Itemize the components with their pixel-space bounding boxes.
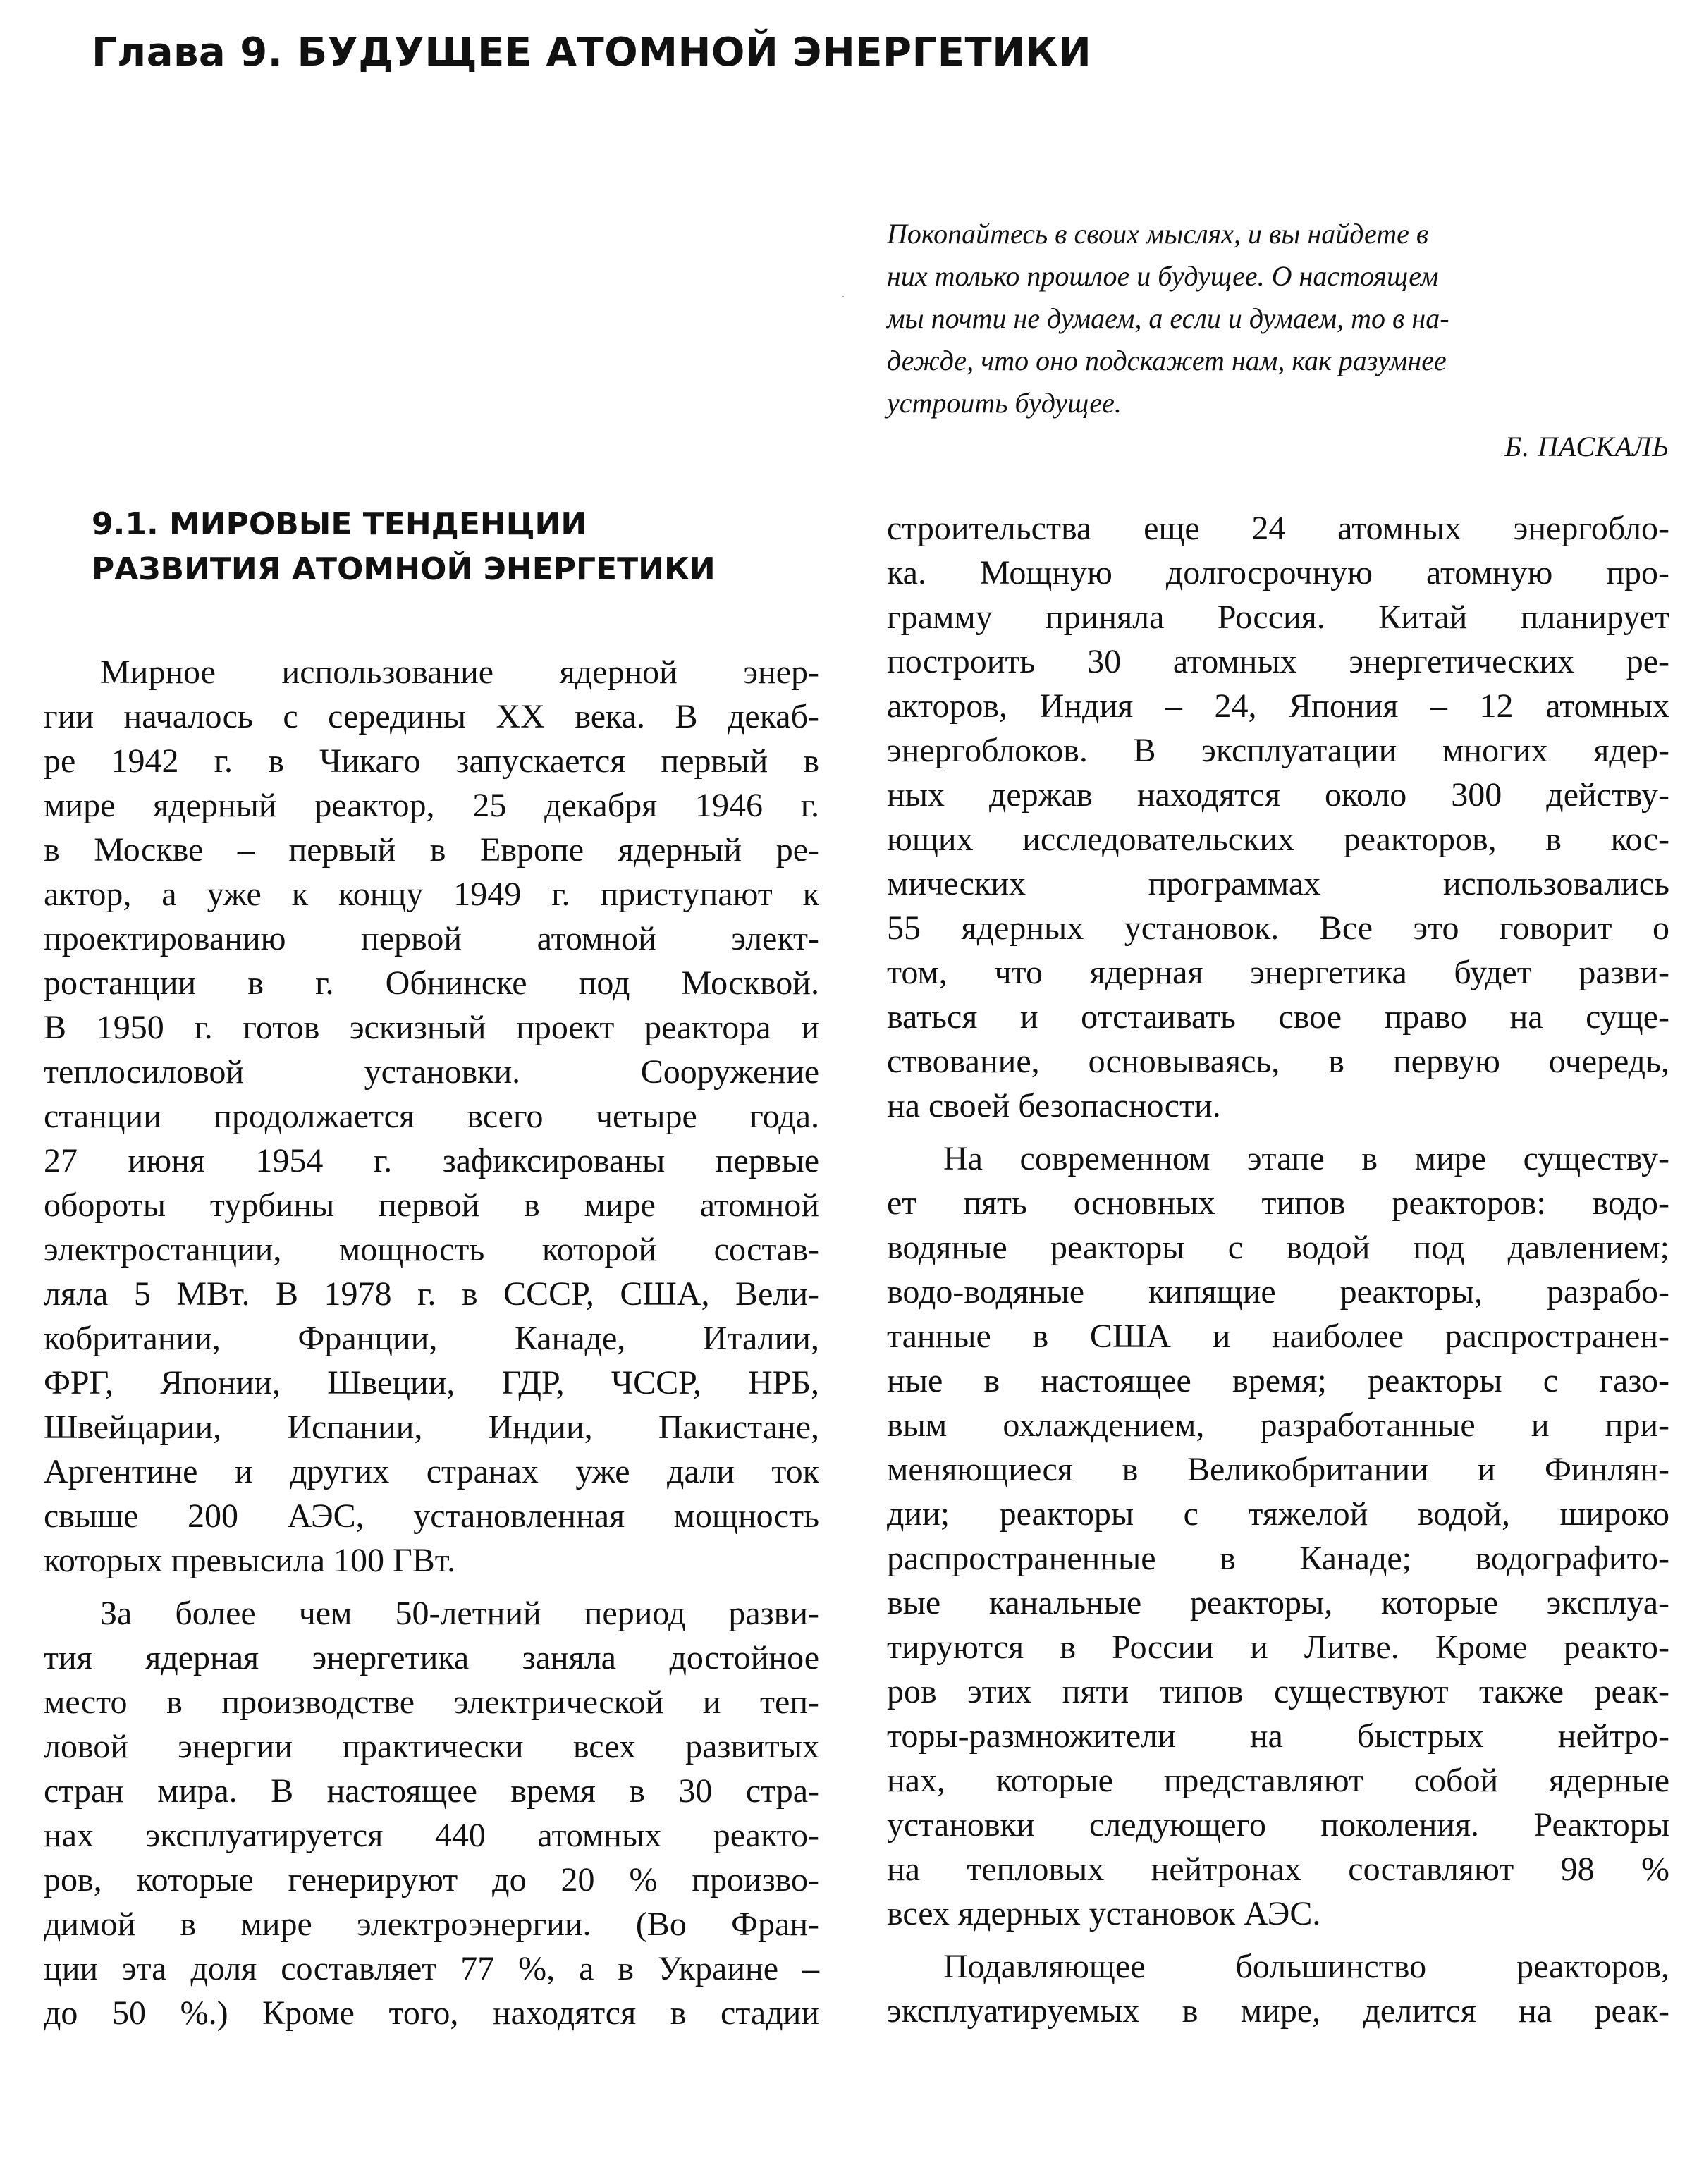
text-line: в Москве – первый в Европе ядерный ре- bbox=[44, 831, 819, 869]
text-line: Мирное использование ядерной энер- bbox=[100, 654, 819, 691]
text-line: всех ядерных установок АЭС. bbox=[887, 1895, 1321, 1932]
text-line: вым охлаждением, разработанные и при- bbox=[887, 1406, 1669, 1444]
text-line: танные в США и наиболее распространен- bbox=[887, 1318, 1669, 1355]
text-line: построить 30 атомных энергетических ре- bbox=[887, 643, 1669, 680]
paragraph bbox=[887, 506, 1669, 1128]
paragraph bbox=[887, 1136, 1669, 1936]
text-line: установки следующего поколения. Реакторы bbox=[887, 1806, 1669, 1843]
text-line: энергоблоков. В эксплуатации многих ядер- bbox=[887, 732, 1669, 769]
text-line: Швейцарии, Испании, Индии, Пакистане, bbox=[44, 1409, 819, 1446]
text-line: на тепловых нейтронах составляют 98 % bbox=[887, 1851, 1669, 1888]
chapter-title: Глава 9. БУДУЩЕЕ АТОМНОЙ ЭНЕРГЕТИКИ bbox=[92, 30, 1092, 75]
text-line: ствование, основываясь, в первую очередь, bbox=[887, 1043, 1669, 1080]
text-line: ростанции в г. Обнинске под Москвой. bbox=[44, 964, 819, 1002]
epigraph-author: Б. ПАСКАЛЬ bbox=[1504, 431, 1669, 462]
paragraph bbox=[44, 650, 819, 1583]
left-column bbox=[44, 650, 819, 2035]
text-line: водо-водяные кипящие реакторы, разрабо- bbox=[887, 1273, 1669, 1311]
text-line: которых превысила 100 ГВт. bbox=[44, 1542, 456, 1579]
epigraph-line: Покопайтесь в своих мыслях, и вы найдете в bbox=[887, 218, 1429, 250]
text-line: ров этих пяти типов существуют также реак- bbox=[887, 1673, 1669, 1710]
section-title-line: РАЗВИТИЯ АТОМНОЙ ЭНЕРГЕТИКИ bbox=[92, 551, 716, 587]
text-line: меняющиеся в Великобритании и Финлян- bbox=[887, 1451, 1669, 1488]
text-line: В 1950 г. готов эскизный проект реактора и bbox=[44, 1009, 819, 1046]
epigraph-line: них только прошлое и будущее. О настоящем bbox=[887, 260, 1439, 292]
text-line: ваться и отстаивать свое право на суще- bbox=[887, 998, 1669, 1036]
text-line: на своей безопасности. bbox=[887, 1087, 1221, 1124]
text-line: тируются в России и Литве. Кроме реакто- bbox=[887, 1628, 1669, 1666]
text-line: ка. Мощную долгосрочную атомную про- bbox=[887, 554, 1669, 591]
text-line: ет пять основных типов реакторов: водо- bbox=[887, 1184, 1669, 1222]
text-line: ре 1942 г. в Чикаго запускается первый в bbox=[44, 742, 819, 780]
text-line: ции эта доля составляет 77 %, а в Украине – bbox=[44, 1950, 819, 1987]
text-line: вые канальные реакторы, которые эксплуа- bbox=[887, 1584, 1669, 1621]
text-line: 55 ядерных установок. Все это говорит о bbox=[887, 909, 1669, 947]
text-line: свыше 200 АЭС, установленная мощность bbox=[44, 1497, 819, 1535]
text-line: Аргентине и других странах уже дали ток bbox=[44, 1453, 819, 1490]
text-line: строительства еще 24 атомных энергобло- bbox=[887, 510, 1669, 547]
text-line: дии; реакторы с тяжелой водой, широко bbox=[887, 1495, 1669, 1533]
scan-speck bbox=[842, 296, 844, 297]
section-title bbox=[92, 502, 716, 592]
text-line: ные в настоящее время; реакторы с газо- bbox=[887, 1362, 1669, 1399]
text-line: распространенные в Канаде; водографито- bbox=[887, 1540, 1669, 1577]
text-line: ных держав находятся около 300 действу- bbox=[887, 776, 1669, 814]
text-line: тия ядерная энергетика заняла достойное bbox=[44, 1639, 819, 1676]
paragraph bbox=[44, 1591, 819, 2035]
text-line: электростанции, мощность которой состав- bbox=[44, 1231, 819, 1268]
section-title-line: 9.1. МИРОВЫЕ ТЕНДЕНЦИИ bbox=[92, 506, 587, 542]
text-line: нах эксплуатируется 440 атомных реакто- bbox=[44, 1817, 819, 1854]
paragraph bbox=[887, 1944, 1669, 2033]
text-line: до 50 %.) Кроме того, находятся в стадии bbox=[44, 1994, 819, 2032]
text-line: За более чем 50-летний период разви- bbox=[100, 1595, 819, 1632]
text-line: нах, которые представляют собой ядерные bbox=[887, 1762, 1669, 1799]
text-line: ФРГ, Японии, Швеции, ГДР, ЧССР, НРБ, bbox=[44, 1364, 819, 1401]
right-column bbox=[887, 506, 1669, 2033]
epigraph-line: мы почти не думаем, а если и думаем, то в на- bbox=[887, 302, 1449, 334]
text-line: стран мира. В настоящее время в 30 стра- bbox=[44, 1772, 819, 1810]
text-line: актор, а уже к концу 1949 г. приступают к bbox=[44, 876, 819, 913]
text-line: водяные реакторы с водой под давлением; bbox=[887, 1229, 1669, 1266]
text-line: теплосиловой установки. Сооружение bbox=[44, 1053, 819, 1091]
text-line: том, что ядерная энергетика будет разви- bbox=[887, 954, 1669, 991]
text-line: обороты турбины первой в мире атомной bbox=[44, 1186, 819, 1224]
text-line: проектированию первой атомной элект- bbox=[44, 920, 819, 957]
epigraph-line: дежде, что оно подскажет нам, как разумнее bbox=[887, 345, 1447, 376]
text-line: станции продолжается всего четыре года. bbox=[44, 1098, 819, 1135]
text-line: грамму приняла Россия. Китай планирует bbox=[887, 599, 1669, 636]
text-line: ющих исследовательских реакторов, в кос- bbox=[887, 821, 1669, 858]
text-line: эксплуатируемых в мире, делится на реак- bbox=[887, 1992, 1669, 2030]
text-line: ляла 5 МВт. В 1978 г. в СССР, США, Вели- bbox=[44, 1275, 819, 1313]
text-line: гии началось с середины XX века. В декаб- bbox=[44, 698, 819, 735]
text-line: мире ядерный реактор, 25 декабря 1946 г. bbox=[44, 787, 819, 824]
epigraph-line: устроить будущее. bbox=[887, 387, 1122, 419]
epigraph bbox=[887, 213, 1669, 468]
text-line: торы-размножители на быстрых нейтро- bbox=[887, 1717, 1669, 1755]
text-line: место в производстве электрической и теп- bbox=[44, 1683, 819, 1721]
text-line: 27 июня 1954 г. зафиксированы первые bbox=[44, 1142, 819, 1179]
text-line: Подавляющее большинство реакторов, bbox=[943, 1948, 1669, 1985]
text-line: мических программах использовались bbox=[887, 865, 1669, 902]
text-line: ловой энергии практически всех развитых bbox=[44, 1728, 819, 1765]
text-line: димой в мире электроэнергии. (Во Фран- bbox=[44, 1906, 819, 1943]
text-line: акторов, Индия – 24, Япония – 12 атомных bbox=[887, 687, 1669, 725]
text-line: кобритании, Франции, Канаде, Италии, bbox=[44, 1320, 819, 1357]
text-line: ров, которые генерируют до 20 % произво- bbox=[44, 1861, 819, 1898]
text-line: На современном этапе в мире существу- bbox=[943, 1140, 1669, 1177]
